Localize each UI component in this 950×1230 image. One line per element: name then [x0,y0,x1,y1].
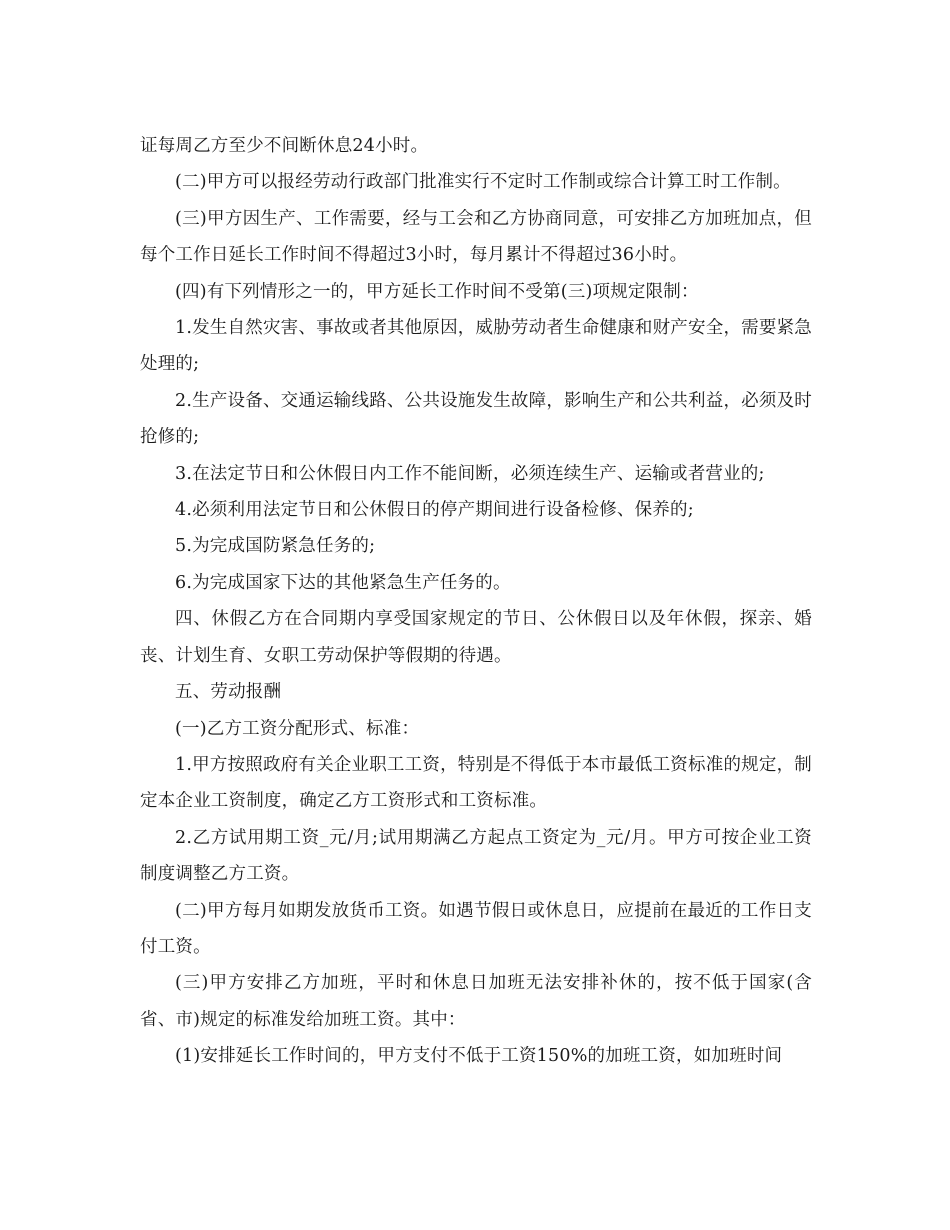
document-body [140,128,812,1075]
list-item: 3.在法定节日和公休假日内工作不能间断，必须连续生产、运输或者营业的; [175,463,765,484]
list-item: 1.甲方按照政府有关企业职工工资，特别是不得低于本市最低工资标准的规定，制定本企业工资制度，确定乙方工资形式和工资标准。 [140,754,812,812]
list-item: 2.生产设备、交通运输线路、公共设施发生故障，影响生产和公共利益，必须及时抢修的; [140,390,812,448]
paragraph: (二)甲方可以报经劳动行政部门批准实行不定时工作制或综合计算工时工作制。 [175,172,791,193]
paragraph: 证每周乙方至少不间断休息24小时。 [140,136,429,156]
list-item: 1.发生自然灾害、事故或者其他原因，威胁劳动者生命健康和财产安全，需要紧急处理的; [140,318,812,375]
list-item: 6.为完成国家下达的其他紧急生产任务的。 [175,572,511,593]
section-heading: 五、劳动报酬 [175,682,282,703]
list-item: 2.乙方试用期工资_元/月;试用期满乙方起点工资定为_元/月。甲方可按企业工资制度调整乙方工资。 [140,827,812,885]
list-item: 5.为完成国防紧急任务的; [175,536,376,557]
paragraph: (一)乙方工资分配形式、标准： [175,718,420,739]
paragraph: (三)甲方因生产、工作需要，经与工会和乙方协商同意，可安排乙方加班加点，但每个工作日延长工作时间不得超过3小时，每月累计不得超过36小时。 [140,208,812,266]
paragraph: (四)有下列情形之一的，甲方延长工作时间不受第(三)项规定限制： [175,281,699,302]
list-item: (1)安排延长工作时间的，甲方支付不低于工资150%的加班工资，如加班时间 [175,1046,783,1067]
section-paragraph: 四、休假乙方在合同期内享受国家规定的节日、公休假日以及年休假，探亲、婚丧、计划生育、女职工劳动保护等假期的待遇。 [140,609,812,666]
paragraph: (三)甲方安排乙方加班，平时和休息日加班无法安排补休的，按不低于国家(含省、市)规定的标准发给加班工资。其中： [140,973,812,1030]
list-item: 4.必须利用法定节日和公休假日的停产期间进行设备检修、保养的; [175,500,694,521]
paragraph: (二)甲方每月如期发放货币工资。如遇节假日或休息日，应提前在最近的工作日支付工资。 [140,900,812,957]
